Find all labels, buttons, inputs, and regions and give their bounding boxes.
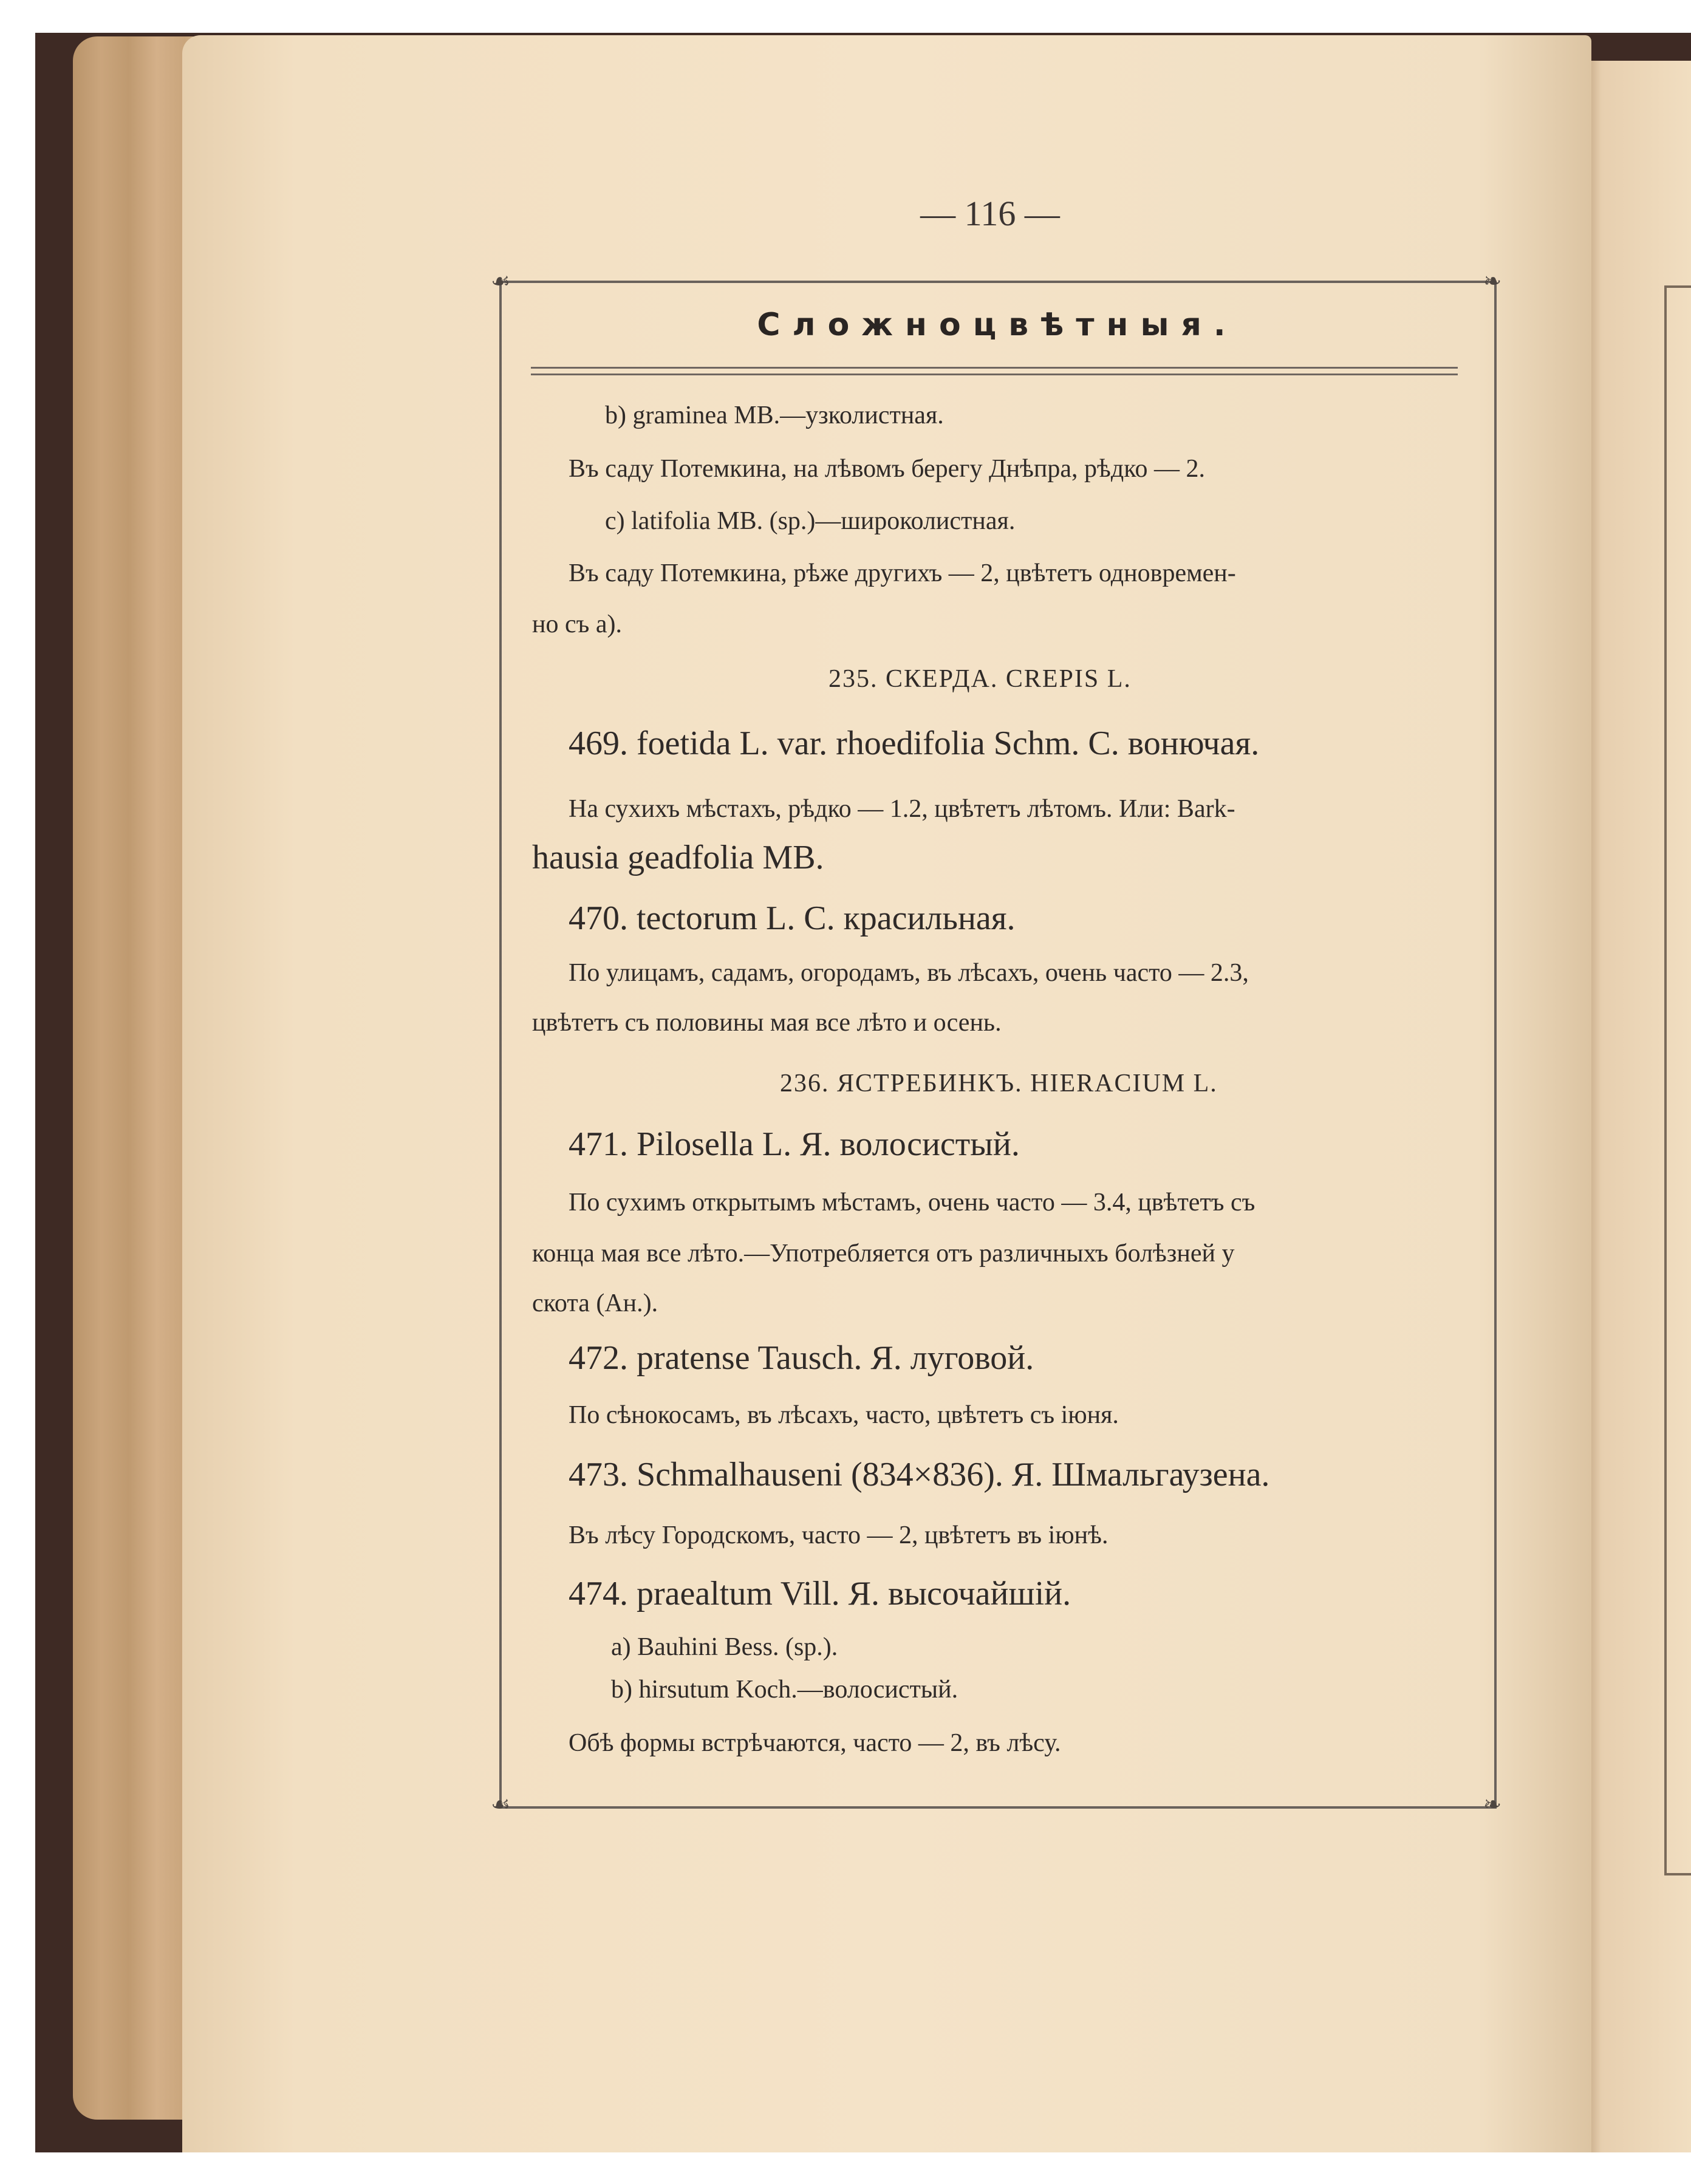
habitat-text: По сѣнокосамъ, въ лѣсахъ, часто, цвѣтетъ съ іюня.: [569, 1401, 1119, 1429]
species-entry: 474. praealtum Vill. Я. высочайшій.: [569, 1575, 1071, 1612]
variety-c-latifolia: c) latifolia MB. (sp.)—широколистная.: [605, 507, 1016, 535]
facing-page-frame: [1664, 285, 1691, 1875]
habitat-text: конца мая все лѣто.—Употребляется отъ различныхъ болѣзней у: [532, 1240, 1235, 1268]
variety-entry: a) Bauhini Bess. (sp.).: [611, 1633, 838, 1661]
habitat-text: hausia geadfolia MB.: [532, 839, 824, 876]
habitat-text: По улицамъ, садамъ, огородамъ, въ лѣсахъ, очень часто — 2.3,: [569, 959, 1249, 987]
habitat-text: Въ саду Потемкина, на лѣвомъ берегу Днѣпра, рѣдко — 2.: [569, 455, 1205, 483]
habitat-text: Обѣ формы встрѣчаются, часто — 2, въ лѣсу.: [569, 1729, 1061, 1757]
facing-page-edge: [1579, 61, 1691, 2152]
species-entry: 471. Pilosella L. Я. волосистый.: [569, 1125, 1020, 1163]
frame-corner-ornament-icon: ☙: [491, 1792, 511, 1817]
species-entry: 473. Schmalhauseni (834×836). Я. Шмальгаузена.: [569, 1456, 1270, 1493]
habitat-text: скота (Ан.).: [532, 1289, 658, 1317]
frame-corner-ornament-icon: ❧: [1483, 1792, 1502, 1817]
page-number: — 116 —: [920, 194, 1060, 233]
habitat-text: Въ лѣсу Городскомъ, часто — 2, цвѣтетъ въ іюнѣ.: [569, 1521, 1109, 1549]
variety-b-graminea: b) graminea MB.—узколистная.: [605, 401, 944, 429]
title-double-rule: [531, 367, 1458, 375]
species-entry: 472. pratense Tausch. Я. луговой.: [569, 1339, 1034, 1377]
species-entry: 470. tectorum L. С. красильная.: [569, 899, 1016, 937]
habitat-text: По сухимъ открытымъ мѣстамъ, очень часто — 3.4, цвѣтетъ съ: [569, 1189, 1255, 1217]
habitat-text: На сухихъ мѣстахъ, рѣдко — 1.2, цвѣтетъ лѣтомъ. Или: Bark-: [569, 795, 1235, 823]
species-entry: 469. foetida L. var. rhoedifolia Schm. С. вонючая.: [569, 725, 1260, 762]
section-title: Сложноцвѣтныя.: [757, 307, 1238, 343]
variety-entry: b) hirsutum Koch.—волосистый.: [611, 1676, 958, 1704]
genus-heading: 235. СКЕРДА. CREPIS L.: [828, 665, 1132, 693]
habitat-text: Въ саду Потемкина, рѣже другихъ — 2, цвѣтетъ одновремен-: [569, 559, 1236, 587]
habitat-text: цвѣтетъ съ половины мая все лѣто и осень.: [532, 1009, 1002, 1037]
frame-corner-ornament-icon: ❧: [1483, 269, 1502, 293]
genus-heading: 236. ЯСТРЕБИНКЪ. HIERACIUM L.: [780, 1070, 1218, 1097]
frame-corner-ornament-icon: ☙: [491, 269, 511, 293]
habitat-text: но съ a).: [532, 610, 622, 638]
